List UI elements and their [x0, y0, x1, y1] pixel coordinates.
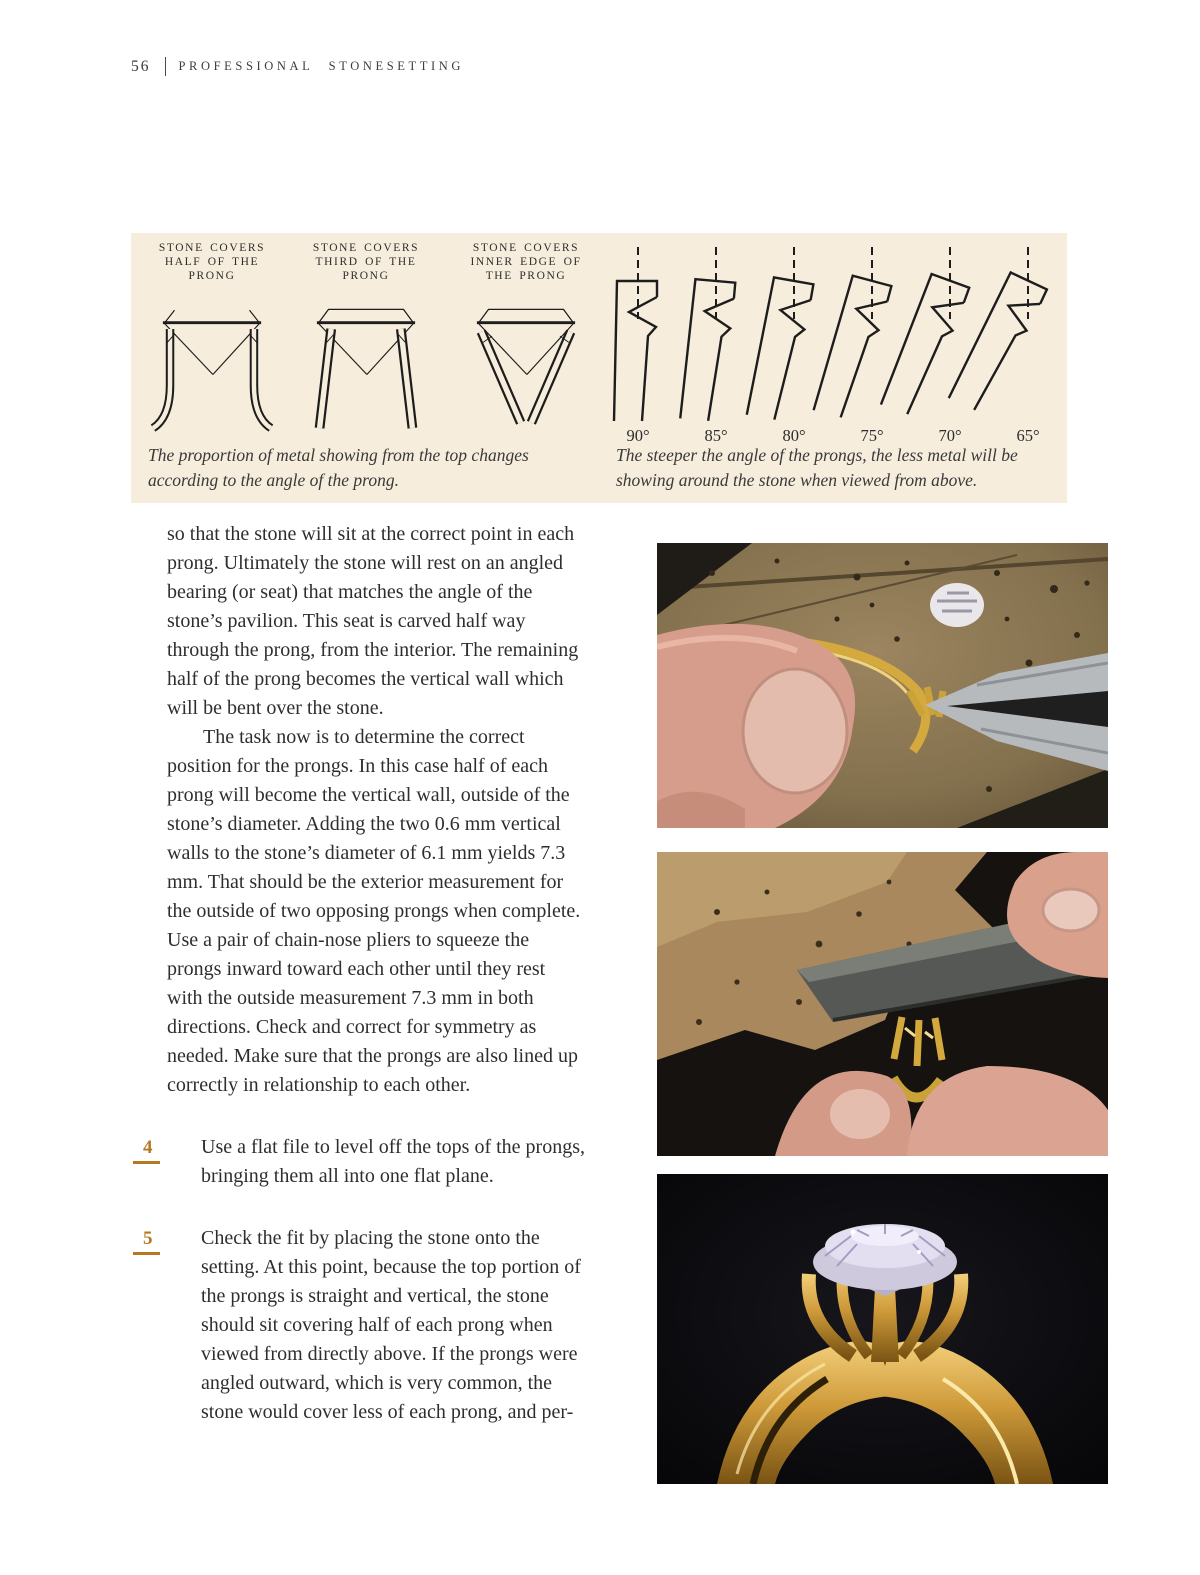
prong-coverage-diagram-inner-edge [451, 241, 601, 437]
diagram-label-line: PRONG [342, 270, 390, 282]
angle-label: 90° [626, 426, 650, 445]
step-text: Use a flat file to level off the tops of the prongs, bringing them all into one flat plane. [201, 1136, 585, 1187]
prong-angle-diagram-65 [989, 245, 1067, 446]
page-header [131, 57, 464, 76]
step-number: 4 [133, 1138, 160, 1164]
figure-caption-right: The steeper the angle of the prongs, the less metal will be showing around the stone when viewed from above. [616, 445, 1018, 490]
body-paragraph: The task now is to determine the correct position for the prongs. In this case half of each prong will become the vertical wall, outside of the stone’s diameter. Adding the two 0.6 mm vertical walls to the stone’s diameter of 6.1 mm yields 7.3 mm. That should be the exterior measurement for the outside of two opposing prongs when complete. Use a pair of chain-nose pliers to squeeze the prongs inward toward each other until they rest with the outside measurement 7.3 mm in both directions. Check and correct for symmetry as needed. Make sure that the prongs are also lined up correctly in relationship to each other. [167, 726, 581, 1096]
diagram-label-line: PRONG [188, 270, 236, 282]
prong-angle-diagram-75 [833, 245, 911, 446]
step-text: Check the fit by placing the stone onto the setting. At this point, because the top portion of the prongs is straight and vertical, the stone should sit covering half of each prong when viewed from directly above. If the prongs were angled outward, which is very common, the stone would cover less of each prong, and per- [201, 1227, 581, 1423]
photo-stone-on-finished-setting [657, 1174, 1108, 1484]
diagram-label-line: INNER EDGE OF [470, 256, 582, 268]
diagram-label-line: HALF OF THE [164, 256, 260, 268]
prong-coverage-diagram-third [291, 241, 441, 437]
diagram-label-line: STONE COVERS [472, 242, 580, 254]
step-item-4 [133, 1133, 585, 1191]
stone-prong-diagram-third [291, 287, 441, 437]
angle-label: 65° [1016, 426, 1040, 445]
stone-prong-diagram-inner-edge [451, 287, 601, 437]
photo-flat-file-leveling-prongs [657, 852, 1108, 1156]
diagram-label-line: STONE COVERS [312, 242, 420, 254]
diagram-label-line: STONE COVERS [158, 242, 266, 254]
angle-label: 75° [860, 426, 884, 445]
angle-label: 85° [704, 426, 728, 445]
body-paragraph: so that the stone will sit at the correct point in each prong. Ultimately the stone will rest on an angled bearing (or seat) that matches the angle of the stone’s pavilion. This seat is carved half way through the prong, from the interior. The remaining half of the prong becomes the vertical wall which will be bent over the stone. [167, 523, 579, 719]
step-number: 5 [133, 1229, 160, 1255]
figure-caption-left: The proportion of metal showing from the top changes according to the angle of the prong. [148, 445, 529, 490]
prong-angle-diagram-90 [599, 245, 677, 446]
angle-label: 70° [938, 426, 962, 445]
book-title: PROFESSIONAL STONESETTING [178, 59, 464, 73]
page-number: 56 [131, 57, 151, 75]
prong-angle-diagram-70 [911, 245, 989, 446]
prong-angle-diagram-80 [755, 245, 833, 446]
diagram-label-line: THE PRONG [485, 270, 567, 282]
step-item-5 [133, 1224, 585, 1427]
diagram-label-line: THIRD OF THE [315, 256, 417, 268]
body-column [133, 520, 585, 1427]
photo-pliers-squeezing-prongs [657, 543, 1108, 828]
stone-prong-diagram-half [137, 287, 287, 437]
prong-coverage-diagram-half [137, 241, 287, 437]
angle-label: 80° [782, 426, 806, 445]
header-divider [165, 57, 166, 76]
prong-angle-diagram-85 [677, 245, 755, 446]
prong-angle-diagram-row [599, 245, 1067, 446]
figure-panel [131, 233, 1067, 503]
